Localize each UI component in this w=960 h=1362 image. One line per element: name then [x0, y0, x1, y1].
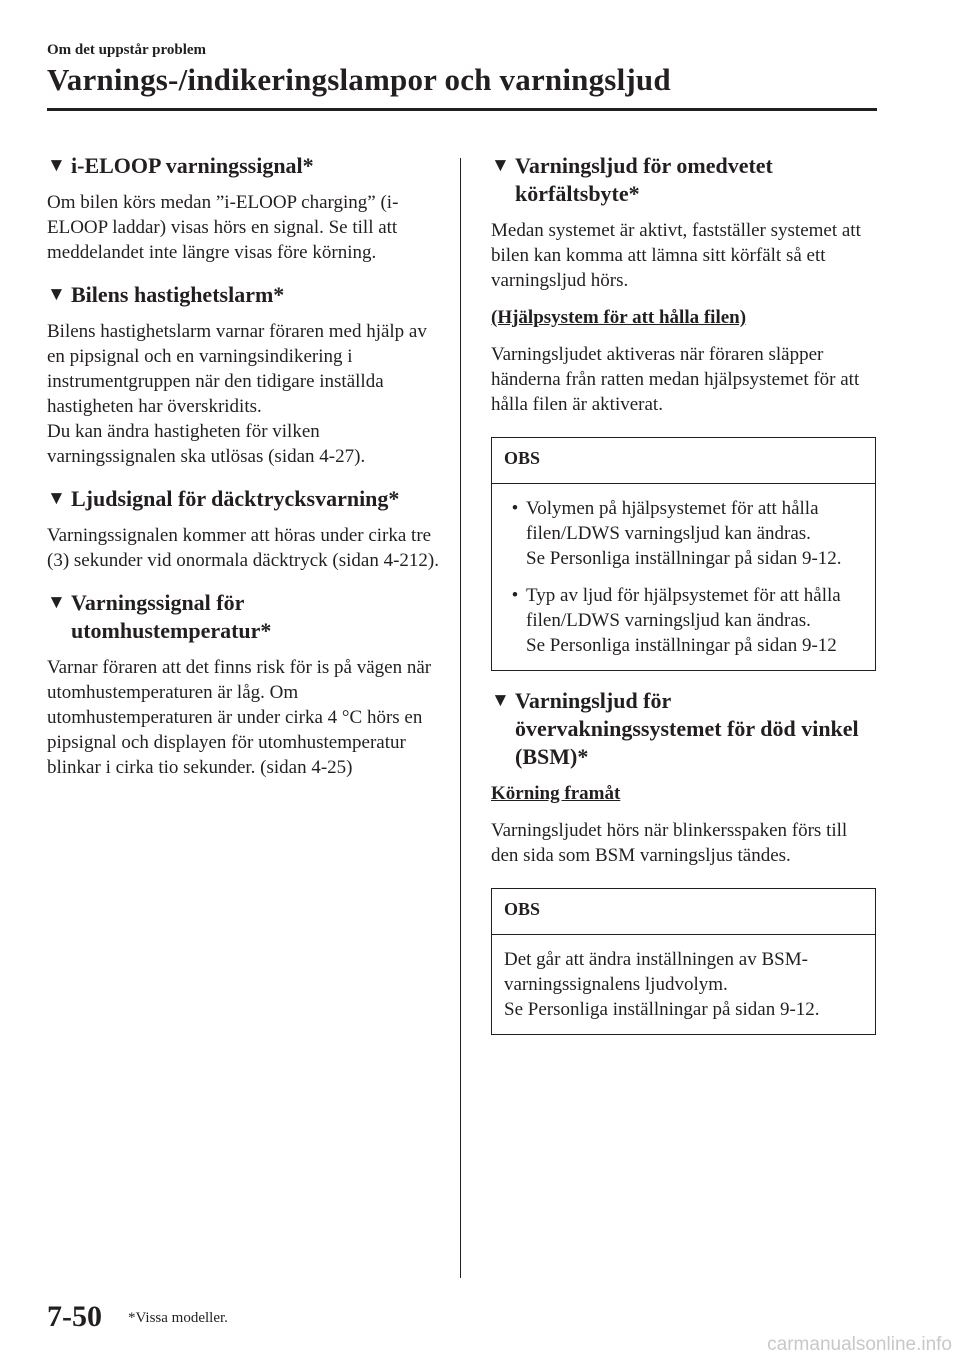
triangle-icon: ▼ [47, 592, 66, 613]
right-column [491, 152, 876, 1035]
watermark: carmanualsonline.info [767, 1334, 952, 1355]
note-bullet: • Volymen på hjälpsystemet för att hålla filen/LDWS varningsljud kan ändras. Se Personliga inställningar på sidan 9-12. [504, 496, 863, 571]
section-text-lane-keep: Varningsljudet aktiveras när föraren släpper händerna från ratten medan hjälpsystemet för att hålla filen är aktiverat. [491, 344, 860, 415]
page-title: Varnings-/indikeringslampor och varningsljud [47, 62, 671, 97]
note-text: Det går att ändra inställningen av BSM-varningssignalens ljudvolym. Se Personliga inställningar på sidan 9-12. [504, 949, 820, 1020]
section-heading-bsm: ▼ Varningsljud för övervakningssystemet för död vinkel (BSM)* [491, 688, 859, 769]
column-divider [460, 158, 461, 1278]
section-text-outside-temp: Varnar föraren att det finns risk för is på vägen när utomhustemperaturen är låg. Om utomhustemperaturen är under cirka 4 °C hörs en pipsignal och displayen för utomhustemperatur blinkar i cirka tio sekunder. (sidan 4-25) [47, 657, 432, 778]
section-heading-speed-alarm: ▼ Bilens hastighetslarm* [47, 282, 285, 307]
section-heading-lane-departure: ▼ Varningsljud för omedvetet körfältsbyte* [491, 153, 773, 206]
section-text-lane-departure: Medan systemet är aktivt, fastställer systemet att bilen kan komma att lämna sitt körfält så ett varningsljud hörs. [491, 220, 861, 291]
subheading-lane-keep: (Hjälpsystem för att hålla filen) [491, 307, 747, 328]
triangle-icon: ▼ [47, 155, 66, 176]
section-text-tire-pressure: Varningssignalen kommer att höras under cirka tre (3) sekunder vid onormala däcktryck (sidan 4-212). [47, 525, 440, 571]
section-text-speed-alarm: Bilens hastighetslarm varnar föraren med hjälp av en pipsignal och en varningsindikering i instrumentgruppen när den tidigare inställda hastigheten har överskridits. [47, 321, 427, 417]
note-box-lane [491, 437, 876, 671]
note-bullet: • Typ av ljud för hjälpsystemet för att hålla filen/LDWS varningsljud kan ändras. Se Personliga inställningar på sidan 9-12 [504, 583, 863, 658]
left-column [47, 152, 442, 780]
bullet-icon: • [511, 585, 519, 606]
section-heading-ieloop: ▼ i-ELOOP varningssignal* [47, 153, 314, 178]
triangle-icon: ▼ [491, 155, 510, 176]
breadcrumb: Om det uppstår problem [47, 42, 207, 58]
section-heading-tire-pressure: ▼ Ljudsignal för däcktrycksvarning* [47, 486, 400, 511]
subheading-forward: Körning framåt [491, 783, 621, 804]
footnote: *Vissa modeller. [128, 1310, 228, 1326]
section-text-bsm: Varningsljudet hörs när blinkersspaken förs till den sida som BSM varningsljus tändes. [491, 820, 848, 866]
triangle-icon: ▼ [491, 690, 510, 711]
note-label: OBS [492, 889, 875, 935]
note-label: OBS [492, 438, 875, 484]
bullet-icon: • [511, 498, 519, 519]
triangle-icon: ▼ [47, 488, 66, 509]
note-box-bsm [491, 888, 876, 1035]
page-number: 7-50 [47, 1300, 102, 1333]
title-rule [47, 108, 877, 111]
section-text-speed-alarm-2: Du kan ändra hastigheten för vilken varningssignalen ska utlösas (sidan 4-27). [47, 421, 366, 467]
triangle-icon: ▼ [47, 284, 66, 305]
section-heading-outside-temp: ▼ Varningssignal för utomhustemperatur* [47, 590, 272, 643]
section-text-ieloop: Om bilen körs medan ”i-ELOOP charging” (i-ELOOP laddar) visas hörs en signal. Se till att meddelandet inte längre visas före körning. [47, 192, 399, 263]
